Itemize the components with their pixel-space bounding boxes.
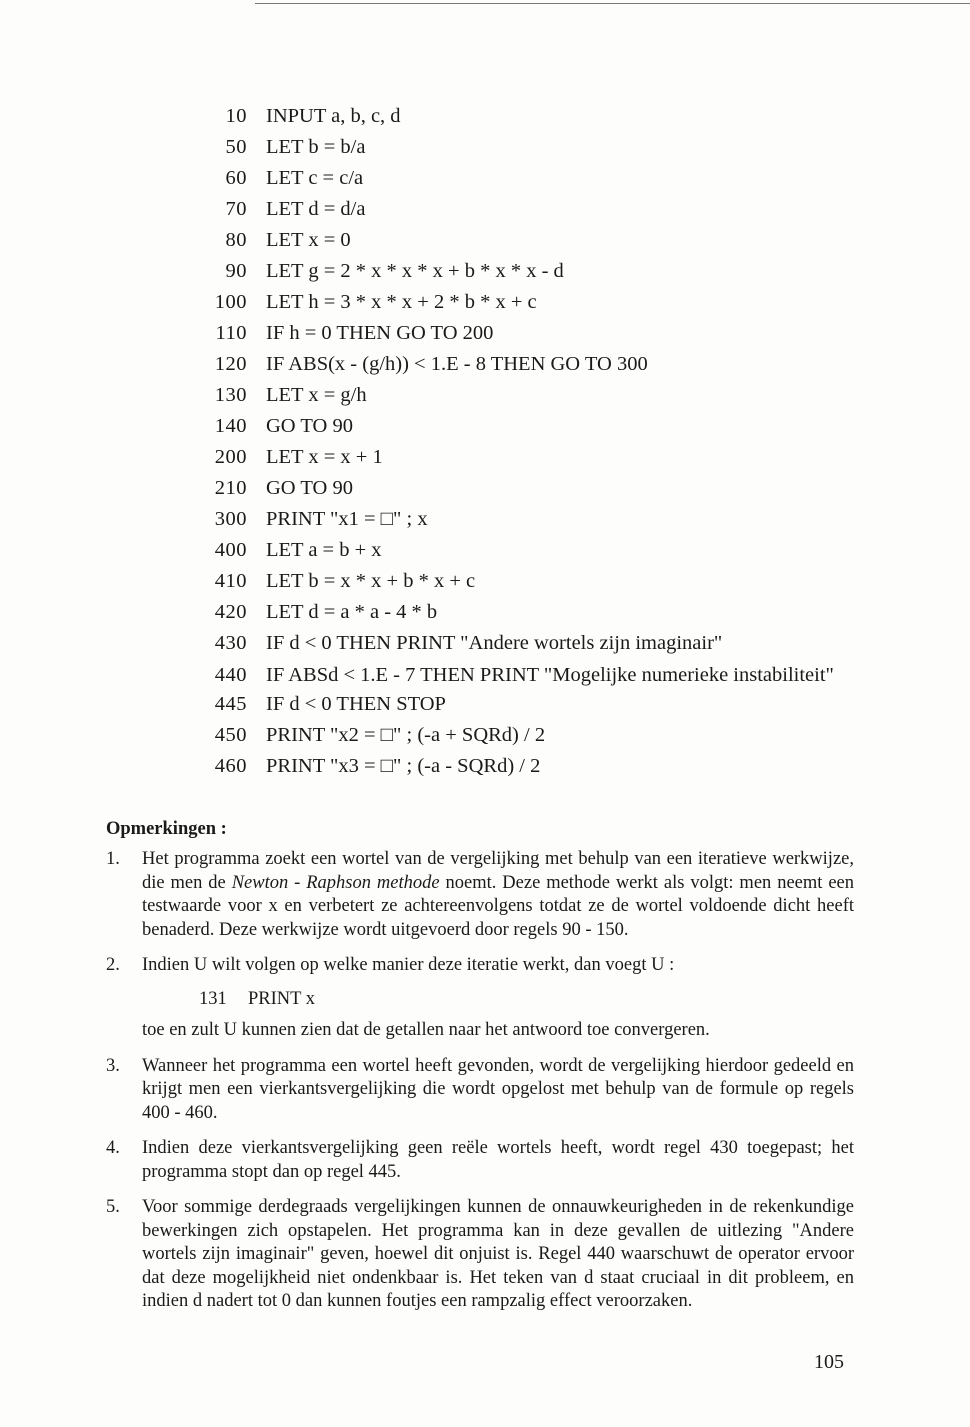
statement: LET g = 2 * x * x * x + b * x * x - d xyxy=(266,260,564,282)
remark-item xyxy=(106,1196,854,1314)
statement: IF d < 0 THEN PRINT "Andere wortels zijn imaginair" xyxy=(266,632,723,654)
remark-number: 5. xyxy=(106,1197,120,1217)
remark-item xyxy=(106,1137,854,1184)
remark-item xyxy=(106,954,854,1043)
statement: IF ABS(x - (g/h)) < 1.E - 8 THEN GO TO 300 xyxy=(266,353,648,375)
line-number: 120 xyxy=(214,353,247,375)
statement: LET x = x + 1 xyxy=(266,446,383,468)
remarks-section xyxy=(106,816,854,1326)
remark-text-part: noemt. Deze methode werkt als volgt: men neemt een testwaarde voor x en verbetert ze achtereenvolgens totdat ze de wortel voldoende dicht heeft benaderd. Deze werkwijze wordt uitgevoerd door regels 90 - 150. xyxy=(142,872,854,940)
statement: LET b = b/a xyxy=(266,136,366,158)
program-line xyxy=(200,411,860,442)
statement: LET c = c/a xyxy=(266,167,364,189)
program-line xyxy=(200,256,860,287)
program-line xyxy=(200,225,860,256)
statement: PRINT "x3 = □" ; (-a - SQRd) / 2 xyxy=(266,755,541,777)
statement: LET b = x * x + b * x + c xyxy=(266,570,476,592)
inserted-code-line xyxy=(199,988,854,1012)
line-number: 70 xyxy=(225,198,247,220)
line-number: 110 xyxy=(215,322,247,344)
program-line xyxy=(200,566,860,597)
remark-text-part: Indien U wilt volgen op welke manier deze iteratie werkt, dan voegt U : xyxy=(142,955,675,975)
program-line xyxy=(200,720,860,751)
line-number: 10 xyxy=(225,105,247,127)
program-line xyxy=(200,659,860,689)
program-line xyxy=(200,194,860,225)
program-line xyxy=(200,504,860,535)
basic-program-listing xyxy=(200,101,860,782)
line-number: 210 xyxy=(214,477,247,499)
remark-number: 2. xyxy=(106,955,120,975)
line-number: 140 xyxy=(214,415,247,437)
line-number: 50 xyxy=(225,136,247,158)
remark-number: 1. xyxy=(106,849,120,869)
statement: LET a = b + x xyxy=(266,539,382,561)
program-line xyxy=(200,380,860,411)
line-number: 80 xyxy=(225,229,247,251)
line-number: 60 xyxy=(225,167,247,189)
program-line xyxy=(200,349,860,380)
line-number: 131 xyxy=(199,988,227,1009)
method-name: Newton - Raphson methode xyxy=(231,872,440,893)
top-rule xyxy=(255,3,970,4)
remark-item xyxy=(106,1055,854,1126)
program-line xyxy=(200,318,860,349)
remark-text: Voor sommige derdegraads vergelijkingen kunnen de onnauwkeurigheden in de rekenkundige bewerkingen zich opstapelen. Het programma kan in deze gevallen de uitlezing "Andere wortels zijn imaginair" geven, hoewel dit onjuist is. Regel 440 waarschuwt de operator ervoor dat deze mogelijkheid niet ondenkbaar is. Het teken van d staat cruciaal in dit probleem, en indien d nadert tot 0 dan kunnen foutjes een rampzalig effect veroorzaken. xyxy=(142,1197,854,1311)
statement: PRINT x xyxy=(248,988,315,1009)
line-number: 460 xyxy=(214,755,247,777)
remark-text-part: Het programma zoekt een wortel van de vergelijking met behulp van een iteratieve werkwijze, die men de xyxy=(142,849,854,893)
statement: PRINT "x2 = □" ; (-a + SQRd) / 2 xyxy=(266,724,546,746)
program-line xyxy=(200,101,860,132)
program-line xyxy=(200,628,860,659)
line-number: 420 xyxy=(214,601,247,623)
statement: LET h = 3 * x * x + 2 * b * x + c xyxy=(266,291,537,313)
line-number: 400 xyxy=(214,539,247,561)
statement: GO TO 90 xyxy=(266,415,353,437)
remark-text xyxy=(142,848,854,942)
remark-text: Indien deze vierkantsvergelijking geen reële wortels heeft, wordt regel 430 toegepast; het programma stopt dan op regel 445. xyxy=(142,1138,854,1182)
line-number: 410 xyxy=(214,570,247,592)
line-number: 440 xyxy=(214,664,247,686)
statement: IF d < 0 THEN STOP xyxy=(266,693,446,715)
statement: LET d = d/a xyxy=(266,198,366,220)
statement: LET x = 0 xyxy=(266,229,351,251)
page-number: 105 xyxy=(814,1351,844,1373)
program-line xyxy=(200,163,860,194)
statement: IF h = 0 THEN GO TO 200 xyxy=(266,322,494,344)
line-number: 300 xyxy=(214,508,247,530)
program-line xyxy=(200,751,860,782)
program-line xyxy=(200,442,860,473)
program-line xyxy=(200,132,860,163)
statement: GO TO 90 xyxy=(266,477,353,499)
remark-item xyxy=(106,848,854,942)
remark-text xyxy=(142,954,854,1043)
program-line xyxy=(200,597,860,628)
line-number: 130 xyxy=(214,384,247,406)
statement: IF ABSd < 1.E - 7 THEN PRINT "Mogelijke numerieke instabiliteit" xyxy=(266,664,834,686)
line-number: 450 xyxy=(214,724,247,746)
statement: INPUT a, b, c, d xyxy=(266,105,401,127)
line-number: 90 xyxy=(225,260,247,282)
remarks-heading: Opmerkingen : xyxy=(106,819,227,839)
statement: LET d = a * a - 4 * b xyxy=(266,601,438,623)
program-line xyxy=(200,287,860,318)
remark-number: 3. xyxy=(106,1055,120,1076)
line-number: 430 xyxy=(214,632,247,654)
line-number: 100 xyxy=(214,291,247,313)
remark-text: Wanneer het programma een wortel heeft gevonden, wordt de vergelijking hierdoor gedeeld en krijgt men een vierkantsvergelijking die wordt opgelost met behulp van de formule op regels 400 - 460. xyxy=(142,1055,854,1123)
remark-number: 4. xyxy=(106,1138,120,1158)
statement: PRINT "x1 = □" ; x xyxy=(266,508,428,530)
line-number: 445 xyxy=(214,693,247,715)
program-line xyxy=(200,535,860,566)
line-number: 200 xyxy=(214,446,247,468)
statement: LET x = g/h xyxy=(266,384,367,406)
program-line xyxy=(200,473,860,504)
remark-text-part: toe en zult U kunnen zien dat de getallen naar het antwoord toe convergeren. xyxy=(142,1020,710,1040)
program-line xyxy=(200,689,860,720)
